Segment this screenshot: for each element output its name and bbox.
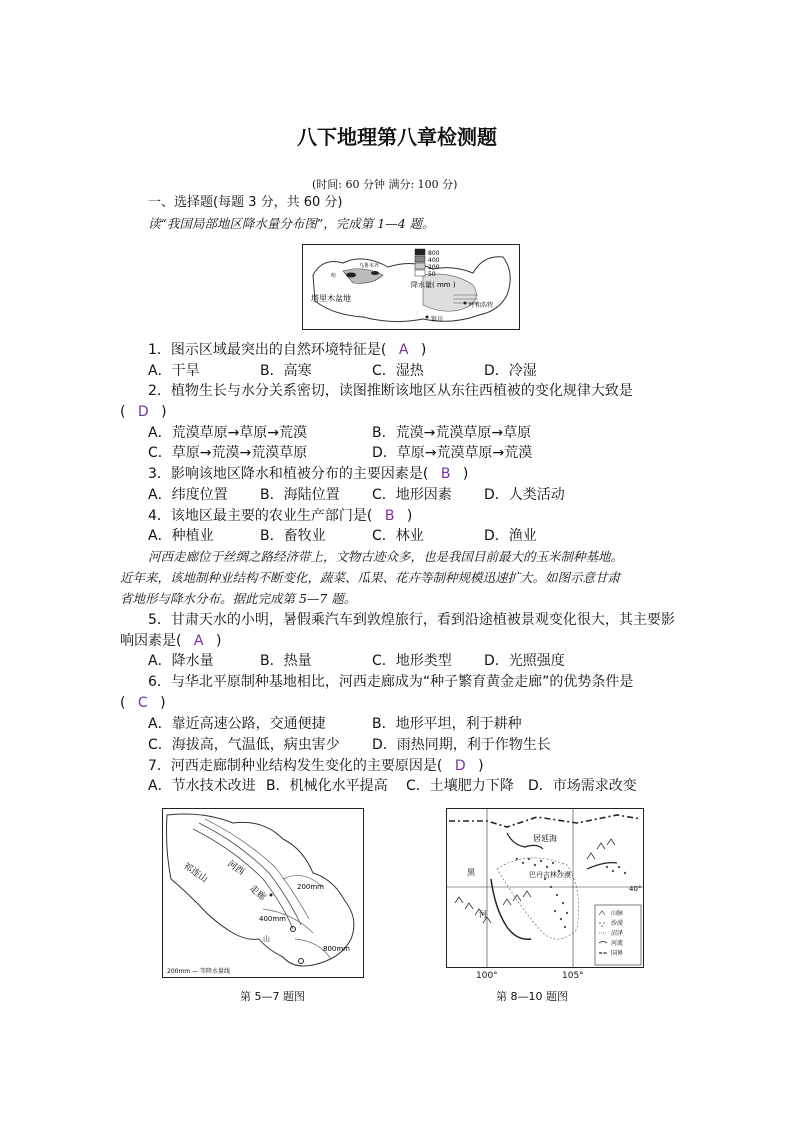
label-hei: 黑: [467, 868, 475, 877]
label-hohhot: 呼和浩特: [469, 302, 494, 309]
section-intro: 读“我国局部地区降水量分布图”，完成第 1—4 题。: [148, 216, 435, 231]
label-he: 河: [479, 910, 487, 919]
precipitation-map-svg: [303, 245, 519, 329]
label-yinchuan: 银川: [431, 316, 444, 323]
q4-option-d: D．渔业: [484, 528, 537, 544]
q7-option-d: D．市场需求改变: [528, 778, 637, 794]
q6-option-b: B．地形平坦，利于耕种: [372, 716, 522, 732]
label-tarim: 塔里木盆地: [311, 294, 351, 303]
question-7: 7．河西走廊制种业结构发生变化的主要原因是( D ): [148, 758, 484, 774]
q1-option-b: B．高寒: [260, 363, 312, 379]
answer-7: D: [454, 758, 466, 774]
question-2-answer-line: ( D ): [120, 404, 167, 420]
question-3: 3．影响该地区降水和植被分布的主要因素是( B ): [148, 466, 469, 482]
passage-line-2: 近年来，该地制种业结构不断变化，蔬菜、瓜果、花卉等制种规模迅速扩大。如图示意甘肃: [120, 570, 621, 585]
q7-option-c: C．土壤肥力下降: [406, 778, 514, 794]
label-corridor: 走廊: [247, 883, 268, 903]
legend-200: 200: [428, 264, 440, 271]
q3-option-c: C．地形因素: [372, 487, 452, 503]
legend-border: 国界: [611, 950, 624, 957]
question-5: 5．甘肃天水的小明，暑假乘汽车到敦煌旅行，看到沿途植被景观变化很大，其主要影: [148, 612, 675, 628]
label-badain-jaran: 巴丹吉林沙漠: [529, 871, 571, 879]
q2-option-a: A．荒漠草原→草原→荒漠: [148, 425, 308, 441]
q6-option-a: A．靠近高速公路，交通便捷: [148, 716, 326, 732]
page-title: 八下地理第八章检测题: [297, 125, 497, 149]
gansu-map: [162, 808, 364, 978]
answer-5: A: [193, 633, 204, 649]
answer-3: B: [440, 466, 451, 482]
tick-100: 100°: [476, 971, 498, 981]
answer-2: D: [137, 404, 149, 420]
precipitation-map: [302, 244, 520, 330]
section-heading: 一、选择题(每题 3 分，共 60 分): [148, 195, 343, 210]
legend-400: 400: [428, 257, 440, 264]
q4-option-a: A．种植业: [148, 528, 214, 544]
legend-swamp: 沼泽: [611, 930, 624, 937]
label-qilian: 祁连山: [181, 861, 210, 885]
q6-option-c: C．海拔高，气温低，病虫害少: [148, 737, 340, 753]
answer-6: C: [137, 695, 148, 711]
passage-line-1: 河西走廊位于丝绸之路经济带上，文物古迹众多，也是我国目前最大的玉米制种基地。: [148, 549, 624, 564]
question-5-line2: 响因素是( A ): [120, 633, 222, 649]
passage-line-3: 省地形与降水分布。据此完成第 5—7 题。: [120, 591, 357, 606]
q2-option-d: D．草原→荒漠草原→荒漠: [372, 445, 533, 461]
question-2: 2．植物生长与水分关系密切，读图推断该地区从东往西植被的变化规律大致是: [148, 383, 633, 399]
q3-option-d: D．人类活动: [484, 487, 565, 503]
badain-map: [446, 808, 644, 968]
label-400mm: 400mm: [259, 915, 286, 923]
q1-option-c: C．湿热: [372, 363, 424, 379]
q6-option-d: D．雨热同期，利于作物生长: [372, 737, 551, 753]
question-6-answer-line: ( C ): [120, 695, 166, 711]
gansu-map-svg: [163, 809, 363, 977]
q1-option-d: D．冷湿: [484, 363, 537, 379]
q7-option-b: B．机械化水平提高: [266, 778, 388, 794]
q2-option-b: B．荒漠→荒漠草原→草原: [372, 425, 532, 441]
label-800mm: 800mm: [323, 945, 350, 953]
exam-info: (时间: 60 分钟 满分: 100 分): [312, 178, 458, 191]
legend-unit: 降水量( mm ): [411, 281, 456, 289]
badain-map-svg: [447, 809, 643, 967]
q3-option-a: A．纬度位置: [148, 487, 228, 503]
label-mountain: 山: [263, 935, 270, 943]
q1-option-a: A．干旱: [148, 363, 200, 379]
label-40deg: 40°: [629, 885, 642, 893]
q5-option-b: B．热量: [260, 653, 312, 669]
legend-800: 800: [428, 250, 440, 257]
q4-option-b: B．畜牧业: [260, 528, 326, 544]
q5-option-d: D．光照强度: [484, 653, 565, 669]
label-ha: 哈: [331, 273, 337, 279]
answer-1: A: [398, 342, 409, 358]
figure-caption-5-7: 第 5—7 题图: [240, 990, 305, 1003]
q3-option-b: B．海陆位置: [260, 487, 340, 503]
label-200mm: 200mm: [297, 883, 324, 891]
legend-river: 河流: [611, 940, 624, 947]
label-urumqi: 乌鲁木齐: [359, 263, 380, 269]
label-hexi: 河西: [225, 859, 246, 878]
isohyet-legend: 200mm — 等降水量线: [167, 968, 230, 975]
answer-4: B: [384, 508, 395, 524]
legend-mountain: 山脉: [611, 910, 624, 917]
question-6: 6．与华北平原制种基地相比，河西走廊成为“种子繁育黄金走廊”的优势条件是: [148, 674, 634, 690]
q5-option-a: A．降水量: [148, 653, 214, 669]
question-4: 4．该地区最主要的农业生产部门是( B ): [148, 508, 413, 524]
legend-50: 50: [428, 271, 436, 278]
tick-105: 105°: [562, 971, 584, 981]
q4-option-c: C．林业: [372, 528, 424, 544]
q7-option-a: A．节水技术改进: [148, 778, 256, 794]
figure-caption-8-10: 第 8—10 题图: [496, 990, 568, 1003]
label-juyanhai: 居延海: [533, 834, 557, 843]
q5-option-c: C．地形类型: [372, 653, 452, 669]
q2-option-c: C．草原→荒漠→荒漠草原: [148, 445, 308, 461]
question-1: 1．图示区域最突出的自然环境特征是( A ): [148, 342, 427, 358]
legend-desert: 沙漠: [611, 920, 624, 927]
